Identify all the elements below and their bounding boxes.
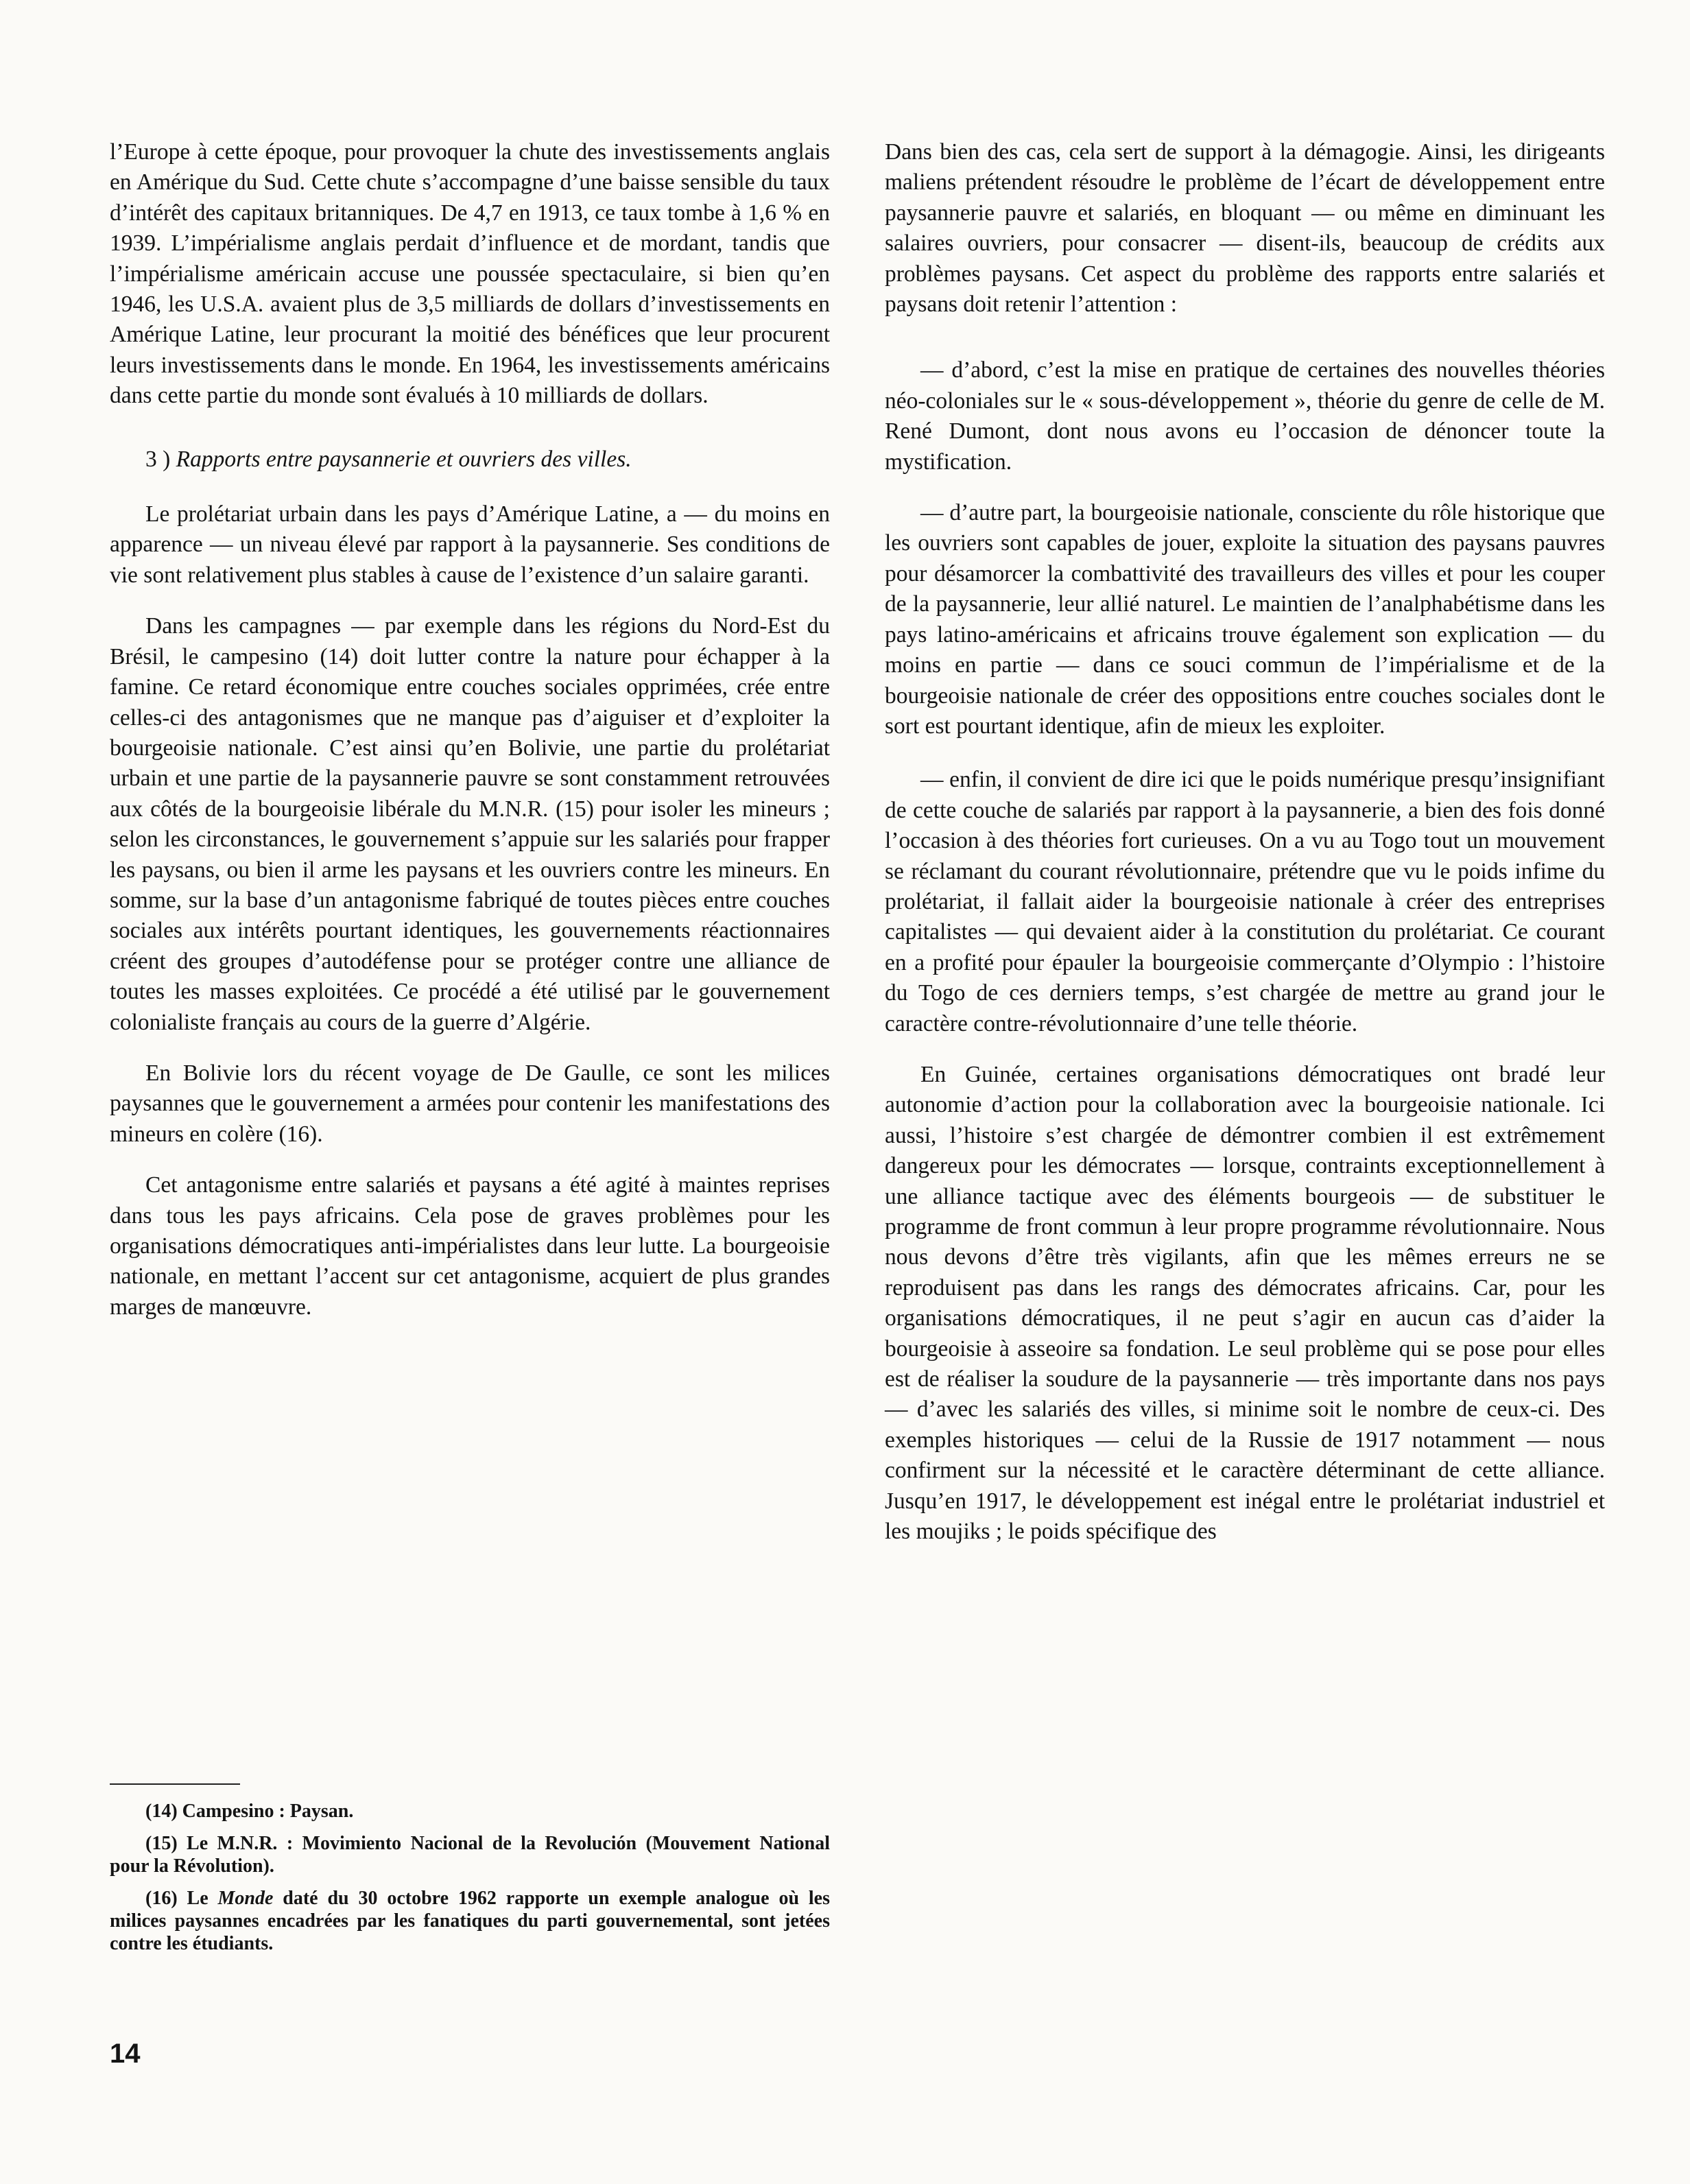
paragraph-bolivie: En Bolivie lors du récent voyage de De Gaulle, ce sont les milices paysannes que le gouvernement a armées pour contenir les manifestations des mineurs en colère (16). [110, 1060, 830, 1147]
footnote-16-newspaper: Monde [217, 1888, 274, 1909]
footnote-14: (14) Campesino : Paysan. [145, 1801, 354, 1822]
section-title: Rapports entre paysannerie et ouvriers des villes. [176, 446, 632, 472]
footnotes [110, 1783, 830, 1965]
paragraph-campagnes: Dans les campagnes — par exemple dans les régions du Nord-Est du Brésil, le campesino (14) doit lutter contre la nature pour échapper à la famine. Ce retard économique entre couches sociales opprimées, crée entre celles-ci des antagonismes que ne manque pas d’aiguiser et d’exploiter la bourgeoisie nationale. C’est ainsi qu’en Bolivie, une partie du prolétariat urbain et une partie de la paysannerie pauvre se sont constamment retrouvées aux côtés de la bourgeoisie libérale du M.N.R. (15) pour isoler les mineurs ; selon les circonstances, le gouvernement s’appuie sur les salariés pour frapper les paysans, ou bien il arme les paysans et les ouvriers contre les mineurs. En somme, sur la base d’un antagonisme fabriqué de toutes pièces entre couches sociales aux intérêts pourtant identiques, les gouvernements réactionnaires créent des groupes d’autodéfense pour se protéger contre une alliance de toutes les masses exploitées. Ce procédé a été utilisé par le gouvernement colonialiste français au cours de la guerre d’Algérie. [110, 613, 830, 1035]
footnote-16-end: daté du 30 octobre 1962 rapporte un exemple analogue où les milices paysannes encadrées par les fanatiques du parti gouvernemental, sont jetées contre les étudiants. [110, 1888, 830, 1954]
footnote-16 [110, 1887, 830, 1955]
section-heading [110, 444, 830, 475]
footnote-15: (15) Le M.N.R. : Movimiento Nacional de la Revolución (Mouvement National pour la Révolution). [110, 1833, 830, 1877]
paragraph-proletariat-urbain: Le prolétariat urbain dans les pays d’Amérique Latine, a — du moins en apparence — un niveau élevé par rapport à la paysannerie. Ses conditions de vie sont relativement plus stables à cause de l’existence d’un salaire garanti. [110, 501, 830, 588]
footnote-divider [110, 1783, 240, 1785]
paragraph-enfin: — enfin, il convient de dire ici que le poids numérique presqu’insignifiant de cette couche de salariés par rapport à la paysannerie, a bien des fois donné l’occasion à des théories fort curieuses. On a vu au Togo tout un mouvement se réclamant du courant révolutionnaire, prétendre que vu le poids infime du prolétariat, il fallait aider la bourgeoisie nationale à créer des entreprises capitalistes — qui devaient aider à la constitution du prolétariat. Ce courant en a profité pour épauler la bourgeoisie commerçante d’Olympio : l’histoire du Togo de ces derniers temps, s’est chargée de mettre au grand jour le caractère contre-révolutionnaire d’une telle théorie. [885, 767, 1605, 1036]
section-number: 3 ) [145, 446, 171, 472]
paragraph-guinee: En Guinée, certaines organisations démocratiques ont bradé leur autonomie d’action pour la collaboration avec la bourgeoisie nationale. Ici aussi, l’histoire s’est chargée de démontrer combien il est extrêmement dangereux pour les démocrates — lorsque, contraints exceptionnellement à une alliance tactique avec des éléments bourgeois — de substituer le programme de front commun à leur propre programme révolutionnaire. Nous nous devons d’être très vigilants, afin que les mêmes erreurs ne se reproduisent pas dans les rangs des démocrates africains. Car, pour les organisations démocratiques, il ne peut s’agir en aucun cas d’aider la bourgeoisie à asseoire sa fondation. Le seul problème qui se pose pour elles est de réaliser la soudure de la paysannerie — très importante dans nos pays — d’avec les salariés des villes, si minime soit le nombre de ceux-ci. Des exemples historiques — celui de la Russie de 1917 notamment — nous confirment sur la nécessité et le caractère déterminant de cette alliance. Jusqu’en 1917, le développement est inégal entre le prolétariat industriel et les moujiks ; le poids spécifique des [885, 1061, 1605, 1545]
paragraph-demagogie: Dans bien des cas, cela sert de support à la démagogie. Ainsi, les dirigeants maliens prétendent résoudre le problème de l’écart de développement entre paysannerie pauvre et salariés, en bloquant — ou même en diminuant les salaires ouvriers, pour consacrer — disent-ils, beaucoup de crédits aux problèmes paysans. Cet aspect du problème des rapports entre salariés et paysans doit retenir l’attention : [885, 139, 1605, 318]
paragraph-investissements-anglais: l’Europe à cette époque, pour provoquer la chute des investissements anglais en Amérique du Sud. Cette chute s’accompagne d’une baisse sensible du taux d’intérêt des capitaux britanniques. De 4,7 en 1913, ce taux tombe à 1,6 % en 1939. L’impérialisme anglais perdait d’influence et de mordant, tandis que l’impérialisme américain accuse une poussée spectaculaire, si bien qu’en 1946, les U.S.A. avaient plus de 3,5 milliards de dollars d’investissements en Amérique Latine, leur procurant la moitié des bénéfices que leur procurent leurs investissements dans le monde. En 1964, les investissements américains dans cette partie du monde sont évalués à 10 milliards de dollars. [110, 139, 830, 409]
paragraph-dabord: — d’abord, c’est la mise en pratique de certaines des nouvelles théories néo-coloniales sur le « sous-développement », théorie du genre de celle de M. René Dumont, dont nous avons eu l’occasion de dénoncer toute la mystification. [885, 357, 1605, 475]
footnote-16-start: (16) Le [145, 1888, 218, 1909]
right-column [885, 137, 1605, 1567]
paragraph-dautre-part: — d’autre part, la bourgeoisie nationale, consciente du rôle historique que les ouvriers sont capables de jouer, exploite la situation des paysans pauvres pour désamorcer la combattivité des travailleurs des villes et pour les couper de la paysannerie, leur allié naturel. Le maintien de l’analphabétisme dans les pays latino-américains et africains trouve également son explication — du moins en partie — dans ce souci commun de l’impérialisme et de la bourgeoisie nationale de créer des oppositions entre couches sociales dont le sort est pourtant identique, afin de mieux les exploiter. [885, 500, 1605, 739]
page-number: 14 [110, 2039, 141, 2069]
left-column [110, 137, 830, 1343]
paragraph-antagonisme: Cet antagonisme entre salariés et paysans a été agité à maintes reprises dans tous les pays africains. Cela pose de graves problèmes pour les organisations démocratiques anti-impérialistes dans leur lutte. La bourgeoisie nationale, en mettant l’accent sur cet antagonisme, acquiert de plus grandes marges de manœuvre. [110, 1172, 830, 1320]
